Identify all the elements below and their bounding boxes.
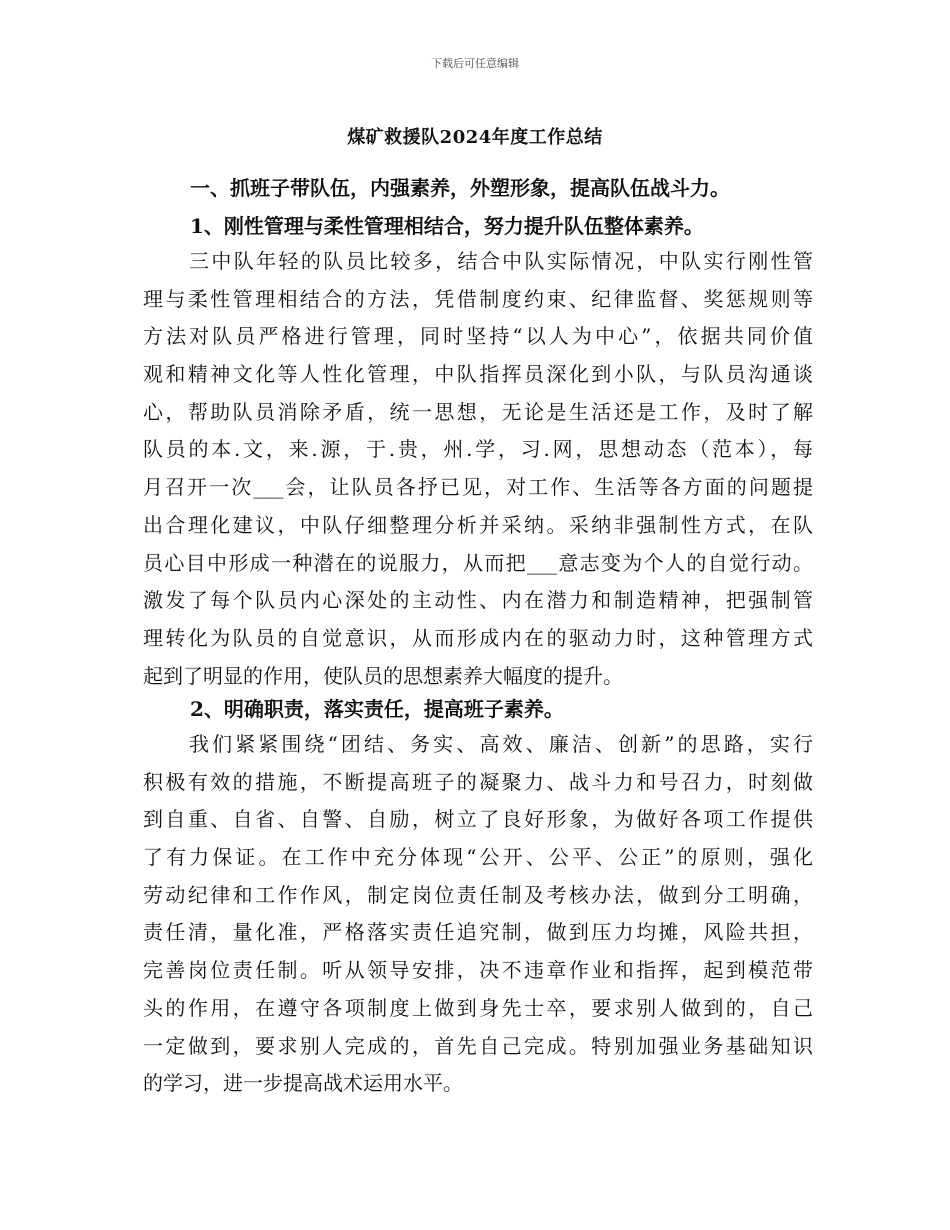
header-note: 下载后可任意编辑 — [431, 57, 519, 70]
paragraph-line: 三中队年轻的队员比较多，结合中队实际情况，中队实行刚性管 — [189, 249, 813, 273]
paragraph-line: 责任清，量化准，严格落实责任追究制，做到压力均摊，风险共担， — [143, 920, 813, 945]
section-heading-1: 一、抓班子带队伍，内强素养，外塑形象，提高队伍战斗力。 — [190, 176, 730, 200]
paragraph-line: 出合理化建议，中队仔细整理分析并采纳。采纳非强制性方式，在队 — [143, 512, 813, 537]
paragraph-line: 起到了明显的作用，使队员的思想素养大幅度的提升。 — [143, 663, 623, 688]
paragraph-line: 心，帮助队员消除矛盾，统一思想，无论是生活还是工作，及时了解 — [143, 399, 813, 424]
paragraph-line: 队员的本.文，来.源，于.贵，州.学，习.网，思想动态（范本），每 — [143, 437, 813, 462]
paragraph-line: 理转化为队员的自觉意识，从而形成内在的驱动力时，这种管理方式 — [143, 625, 813, 650]
paragraph-line: 积极有效的措施，不断提高班子的凝聚力、战斗力和号召力，时刻做 — [143, 769, 813, 794]
paragraph-line: 头的作用，在遵守各项制度上做到身先士卒，要求别人做到的，自己 — [143, 995, 813, 1020]
paragraph-line: 方法对队员严格进行管理，同时坚持“以人为中心”，依据共同价值 — [143, 324, 813, 349]
paragraph-line: 一定做到，要求别人完成的，首先自己完成。特别加强业务基础知识 — [143, 1033, 813, 1058]
paragraph-line: 的学习，进一步提高战术运用水平。 — [143, 1071, 463, 1096]
paragraph-line: 我们紧紧围绕“团结、务实、高效、廉洁、创新”的思路，实行 — [189, 732, 813, 756]
subsection-heading-2: 2、明确职责，落实责任，提高班子素养。 — [190, 697, 564, 721]
paragraph-line: 劳动纪律和工作作风，制定岗位责任制及考核办法，做到分工明确， — [143, 882, 813, 907]
paragraph-line: 理与柔性管理相结合的方法，凭借制度约束、纪律监督、奖惩规则等 — [143, 286, 813, 311]
paragraph-line: 员心目中形成一种潜在的说服力，从而把___意志变为个人的自觉行动。 — [143, 550, 813, 575]
subsection-heading-1: 1、刚性管理与柔性管理相结合，努力提升队伍整体素养。 — [190, 214, 704, 238]
body-paragraph-2 — [143, 726, 813, 1103]
document-title: 煤矿救援队2024年度工作总结 — [347, 127, 603, 148]
paragraph-line: 到自重、自省、自警、自励，树立了良好形象，为做好各项工作提供 — [143, 807, 813, 832]
paragraph-line: 完善岗位责任制。听从领导安排，决不违章作业和指挥，起到模范带 — [143, 958, 813, 983]
paragraph-line: 观和精神文化等人性化管理，中队指挥员深化到小队，与队员沟通谈 — [143, 362, 813, 387]
paragraph-line: 月召开一次___会，让队员各抒已见，对工作、生活等各方面的问题提 — [143, 475, 813, 500]
paragraph-line: 了有力保证。在工作中充分体现“公开、公平、公正”的原则，强化 — [143, 845, 813, 870]
paragraph-line: 激发了每个队员内心深处的主动性、内在潜力和制造精神，把强制管 — [143, 588, 813, 613]
body-paragraph-1 — [143, 243, 813, 695]
